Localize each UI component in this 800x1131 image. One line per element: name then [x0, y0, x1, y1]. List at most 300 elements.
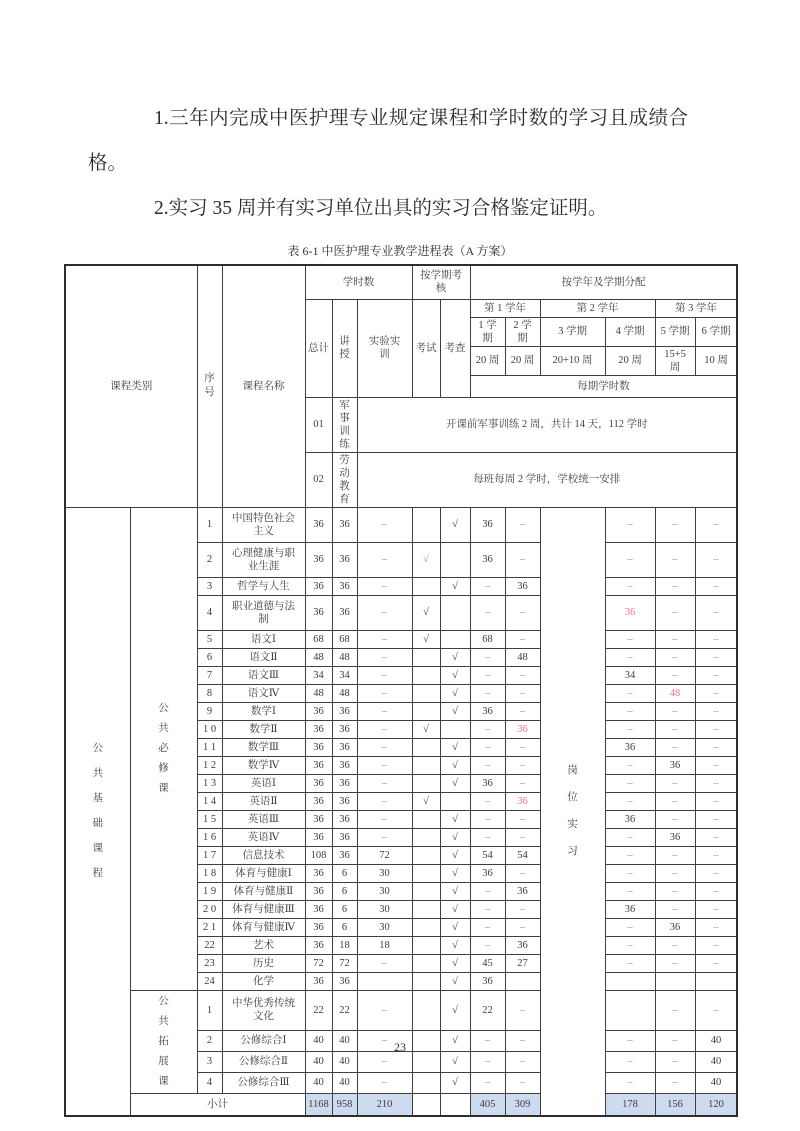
total-hours-cell: 36: [305, 864, 332, 882]
semester-hours-cell: –: [505, 630, 540, 648]
internship-cell: [540, 507, 605, 1116]
seq-cell: 1 2: [197, 756, 222, 774]
semester-hours-cell: –: [655, 1031, 695, 1052]
semester-hours-cell: –: [655, 720, 695, 738]
semester-hours-cell: –: [695, 774, 737, 792]
seq-cell: 1 9: [197, 882, 222, 900]
semester-hours-cell: –: [655, 900, 695, 918]
seq-cell: 01: [305, 397, 332, 452]
total-hours-cell: 36: [305, 792, 332, 810]
semester-hours-cell: [605, 972, 655, 990]
semester-hours-cell: –: [605, 792, 655, 810]
row-description: 开课前军事训练 2 周，共计 14 天，112 学时: [357, 397, 737, 452]
semester-hours-cell: –: [505, 990, 540, 1031]
course-name-cell: [222, 756, 305, 774]
semester-hours-cell: –: [655, 702, 695, 720]
semester-hours-cell: –: [655, 648, 695, 666]
check-mark-cell: √: [440, 846, 470, 864]
header-seq-label: 序号: [204, 373, 215, 399]
semester-hours-cell: 36: [470, 774, 505, 792]
semester-hours-cell: –: [655, 1051, 695, 1072]
header-weeks-5: [655, 346, 695, 375]
course-name-cell: [222, 792, 305, 810]
exam-mark-cell: [412, 990, 440, 1031]
lecture-hours-cell: 36: [332, 542, 357, 577]
semester-hours-cell: 40: [695, 1072, 737, 1093]
semester-hours-cell: –: [605, 648, 655, 666]
semester-hours-cell: –: [505, 684, 540, 702]
seq-cell: 2: [197, 1031, 222, 1052]
course-name-cell-label: 哲学与人生: [237, 580, 290, 592]
semester-hours-cell: –: [605, 954, 655, 972]
semester-hours-cell: –: [655, 630, 695, 648]
semester-hours-cell: –: [695, 648, 737, 666]
semester-hours-cell: –: [655, 846, 695, 864]
lecture-hours-cell: 36: [332, 828, 357, 846]
course-name-cell-label: 语文Ⅳ: [247, 687, 280, 699]
course-name-cell: 劳动教育: [332, 452, 357, 507]
exam-mark-cell: [412, 1072, 440, 1093]
semester-hours-cell: –: [470, 666, 505, 684]
lecture-hours-cell: 6: [332, 864, 357, 882]
semester-hours-cell: –: [655, 577, 695, 595]
semester-hours-cell: –: [655, 864, 695, 882]
semester-hours-cell: –: [470, 756, 505, 774]
course-name-cell: [222, 774, 305, 792]
total-hours-cell: 36: [305, 738, 332, 756]
semester-hours-cell: –: [695, 595, 737, 630]
course-name-cell: [222, 720, 305, 738]
exam-mark-cell: [412, 738, 440, 756]
practice-hours-cell: –: [357, 792, 412, 810]
check-mark-cell: √: [440, 666, 470, 684]
semester-hours-cell: –: [695, 630, 737, 648]
course-name-cell-label: 艺术: [253, 939, 274, 951]
semester-hours-cell: –: [695, 756, 737, 774]
semester-hours-cell: –: [605, 630, 655, 648]
seq-cell: 1 7: [197, 846, 222, 864]
seq-cell: 3: [197, 577, 222, 595]
course-name-cell: [222, 507, 305, 542]
exam-mark-cell: [412, 648, 440, 666]
semester-hours-cell: –: [655, 792, 695, 810]
total-hours-cell: 36: [305, 882, 332, 900]
course-name-cell-label: 英语Ⅲ: [247, 813, 280, 825]
semester-hours-cell: –: [655, 936, 695, 954]
lecture-hours-cell: 36: [332, 774, 357, 792]
semester-hours-cell: 54: [505, 846, 540, 864]
seq-cell: 22: [197, 936, 222, 954]
semester-hours-cell: 36: [470, 542, 505, 577]
practice-hours-cell: –: [357, 542, 412, 577]
practice-hours-cell: –: [357, 738, 412, 756]
semester-hours-cell: 36: [470, 507, 505, 542]
seq-cell: 2: [197, 542, 222, 577]
exam-mark-cell: √: [412, 720, 440, 738]
course-name-cell-label: 数学Ⅳ: [247, 759, 280, 771]
practice-hours-cell: –: [357, 630, 412, 648]
semester-hours-cell: 36: [470, 702, 505, 720]
check-mark-cell: √: [440, 864, 470, 882]
course-name-cell-label: 中国特色社会主义: [232, 512, 295, 537]
header-seq: [197, 265, 222, 507]
practice-hours-cell: –: [357, 774, 412, 792]
total-hours-cell: 36: [305, 936, 332, 954]
check-mark-cell: √: [440, 1031, 470, 1052]
subtotal-semester-cell: 156: [655, 1093, 695, 1116]
total-hours-cell: 68: [305, 630, 332, 648]
practice-hours-cell: –: [357, 756, 412, 774]
seq-cell: 6: [197, 648, 222, 666]
header-weeks-4: 20 周: [605, 346, 655, 375]
exam-mark-cell: √: [412, 542, 440, 577]
semester-hours-cell: –: [505, 756, 540, 774]
practice-hours-cell: –: [357, 1051, 412, 1072]
total-hours-cell: 48: [305, 648, 332, 666]
semester-hours-cell: –: [605, 846, 655, 864]
exam-mark-cell: [412, 684, 440, 702]
course-name-cell-label: 语文Ⅰ: [250, 633, 277, 645]
check-mark-cell: √: [440, 918, 470, 936]
semester-hours-cell: –: [605, 828, 655, 846]
header-weeks-1: 20 周: [470, 346, 505, 375]
semester-hours-cell: [605, 990, 655, 1031]
header-weeks-2: 20 周: [505, 346, 540, 375]
lecture-hours-cell: 6: [332, 918, 357, 936]
page-number: 23: [394, 1040, 406, 1054]
semester-hours-cell: –: [695, 810, 737, 828]
semester-hours-cell: –: [470, 792, 505, 810]
header-year-2: 第 2 学年: [540, 299, 655, 317]
exam-mark-cell: √: [412, 792, 440, 810]
total-hours-cell: 36: [305, 595, 332, 630]
weeks-5-label: 15+5 周: [664, 348, 686, 373]
check-mark-cell: √: [440, 828, 470, 846]
practice-hours-cell: 18: [357, 936, 412, 954]
seq-cell: 2 0: [197, 900, 222, 918]
course-name-cell-label: 数学Ⅰ: [250, 705, 277, 717]
lecture-hours-cell: 6: [332, 882, 357, 900]
header-practice-label: 实验实训: [368, 336, 401, 360]
total-hours-cell: 36: [305, 507, 332, 542]
course-name-cell-label: 数学Ⅲ: [247, 741, 280, 753]
category-public-basic-cell: [65, 507, 130, 1116]
semester-hours-cell: –: [470, 900, 505, 918]
paragraph-2: 2.实习 35 周并有实习单位出具的实习合格鉴定证明。: [154, 198, 608, 219]
seq-cell: 7: [197, 666, 222, 684]
total-hours-cell: 48: [305, 684, 332, 702]
semester-hours-cell: –: [605, 577, 655, 595]
semester-hours-cell: –: [605, 756, 655, 774]
subtotal-semester-cell: 178: [605, 1093, 655, 1116]
course-name-cell-label: 公修综合Ⅱ: [238, 1056, 289, 1068]
subtotal-row: [65, 1093, 737, 1116]
semester-hours-cell: 36: [505, 792, 540, 810]
semester-hours-cell: –: [470, 882, 505, 900]
semester-hours-cell: –: [505, 542, 540, 577]
header-weeks-6: 10 周: [695, 346, 737, 375]
semester-hours-cell: –: [605, 1051, 655, 1072]
semester-2-label: 2 学期: [513, 319, 532, 344]
course-name-cell-label: 信息技术: [242, 849, 285, 861]
semester-hours-cell: 34: [605, 666, 655, 684]
subcategory-public-expansion-cell-label: 公共拓展课: [158, 995, 169, 1087]
seq-cell: 5: [197, 630, 222, 648]
semester-hours-cell: –: [605, 882, 655, 900]
total-hours-cell: 36: [305, 828, 332, 846]
semester-hours-cell: –: [605, 1031, 655, 1052]
practice-hours-cell: [357, 972, 412, 990]
seq-cell: 1 3: [197, 774, 222, 792]
table-caption: 表 6-1 中医护理专业教学进程表（A 方案）: [287, 244, 513, 258]
subtotal-exam-cell: [412, 1093, 440, 1116]
semester-hours-cell: –: [655, 595, 695, 630]
course-name-cell-label: 英语Ⅱ: [249, 795, 278, 807]
course-name-cell-label: 体育与健康Ⅱ: [233, 885, 294, 897]
semester-hours-cell: –: [695, 738, 737, 756]
header-exam: 考试: [412, 299, 440, 397]
seq-cell: 1: [197, 990, 222, 1031]
practice-hours-cell: –: [357, 1031, 412, 1052]
check-mark-cell: √: [440, 1072, 470, 1093]
lecture-hours-cell: 36: [332, 577, 357, 595]
internship-cell-label: 岗位实习: [567, 765, 578, 858]
semester-hours-cell: 36: [655, 918, 695, 936]
header-course-category: 课程类别: [65, 265, 197, 507]
exam-mark-cell: [412, 828, 440, 846]
subtotal-semester-cell: 309: [505, 1093, 540, 1116]
practice-hours-cell: –: [357, 666, 412, 684]
course-name-cell-label: 化学: [253, 975, 274, 987]
lecture-hours-cell: 22: [332, 990, 357, 1031]
semester-hours-cell: –: [505, 918, 540, 936]
subtotal-check-cell: [440, 1093, 470, 1116]
semester-hours-cell: –: [695, 990, 737, 1031]
practice-hours-cell: 30: [357, 918, 412, 936]
course-name-cell-label: 体育与健康Ⅲ: [232, 903, 295, 915]
body-text: [88, 96, 688, 231]
semester-hours-cell: –: [505, 864, 540, 882]
semester-hours-cell: –: [505, 810, 540, 828]
practice-hours-cell: –: [357, 810, 412, 828]
total-hours-cell: 40: [305, 1051, 332, 1072]
semester-hours-cell: –: [505, 738, 540, 756]
lecture-hours-cell: 36: [332, 702, 357, 720]
course-name-cell-label: 英语Ⅳ: [247, 831, 280, 843]
course-name-cell: [222, 577, 305, 595]
semester-hours-cell: –: [695, 918, 737, 936]
course-name-cell-label: 语文Ⅱ: [249, 651, 278, 663]
semester-hours-cell: 68: [470, 630, 505, 648]
semester-hours-cell: –: [695, 864, 737, 882]
semester-hours-cell: 54: [470, 846, 505, 864]
semester-hours-cell: –: [655, 810, 695, 828]
semester-hours-cell: –: [605, 702, 655, 720]
check-mark-cell: √: [440, 507, 470, 542]
course-name-cell: [222, 684, 305, 702]
header-assessment: [412, 265, 470, 299]
semester-hours-cell: [505, 972, 540, 990]
exam-mark-cell: [412, 864, 440, 882]
header-hours: 学时数: [305, 265, 412, 299]
course-name-cell-label: 职业道德与法制: [232, 600, 295, 625]
semester-hours-cell: 36: [470, 972, 505, 990]
lecture-hours-cell: 18: [332, 936, 357, 954]
seq-cell: 24: [197, 972, 222, 990]
semester-hours-cell: –: [470, 720, 505, 738]
practice-hours-cell: –: [357, 577, 412, 595]
semester-hours-cell: 36: [505, 936, 540, 954]
total-hours-cell: 36: [305, 542, 332, 577]
lecture-hours-cell: 36: [332, 972, 357, 990]
semester-hours-cell: –: [695, 846, 737, 864]
semester-hours-cell: 36: [470, 864, 505, 882]
semester-hours-cell: 36: [605, 900, 655, 918]
semester-hours-cell: –: [505, 1072, 540, 1093]
total-hours-cell: 36: [305, 720, 332, 738]
semester-hours-cell: –: [470, 828, 505, 846]
semester-hours-cell: 36: [655, 756, 695, 774]
course-name-cell-label: 语文Ⅲ: [247, 669, 280, 681]
check-mark-cell: √: [440, 900, 470, 918]
semester-hours-cell: 27: [505, 954, 540, 972]
check-mark-cell: √: [440, 738, 470, 756]
total-hours-cell: 40: [305, 1072, 332, 1093]
semester-hours-cell: –: [695, 720, 737, 738]
semester-hours-cell: –: [695, 792, 737, 810]
semester-hours-cell: 36: [605, 595, 655, 630]
semester-hours-cell: –: [470, 918, 505, 936]
semester-hours-cell: –: [470, 1072, 505, 1093]
semester-hours-cell: –: [605, 864, 655, 882]
semester-hours-cell: –: [605, 720, 655, 738]
semester-hours-cell: –: [505, 828, 540, 846]
total-hours-cell: 36: [305, 972, 332, 990]
total-hours-cell: 36: [305, 577, 332, 595]
check-mark-cell: [440, 720, 470, 738]
header-semester-3: 3 学期: [540, 317, 605, 346]
seq-cell: 1: [197, 507, 222, 542]
practice-hours-cell: 72: [357, 846, 412, 864]
header-semester-2: [505, 317, 540, 346]
semester-hours-cell: 36: [655, 828, 695, 846]
lecture-hours-cell: 36: [332, 738, 357, 756]
lecture-hours-cell: 34: [332, 666, 357, 684]
header-practice: [357, 299, 412, 397]
semester-hours-cell: –: [470, 577, 505, 595]
semester-hours-cell: –: [470, 648, 505, 666]
course-name-cell: [222, 702, 305, 720]
lecture-hours-cell: 40: [332, 1072, 357, 1093]
subtotal-practice-cell: 210: [357, 1093, 412, 1116]
check-mark-cell: [440, 792, 470, 810]
seq-cell: 4: [197, 1072, 222, 1093]
check-mark-cell: √: [440, 756, 470, 774]
course-name-cell: [222, 972, 305, 990]
seq-cell: 1 5: [197, 810, 222, 828]
semester-hours-cell: –: [505, 774, 540, 792]
practice-hours-cell: –: [357, 990, 412, 1031]
course-name-cell: [222, 1072, 305, 1093]
semester-hours-cell: 36: [505, 577, 540, 595]
semester-hours-cell: –: [505, 507, 540, 542]
total-hours-cell: 108: [305, 846, 332, 864]
lecture-hours-cell: 40: [332, 1051, 357, 1072]
lecture-hours-cell: 36: [332, 720, 357, 738]
check-mark-cell: √: [440, 936, 470, 954]
practice-hours-cell: –: [357, 507, 412, 542]
lecture-hours-cell: 36: [332, 846, 357, 864]
course-name-cell: [222, 936, 305, 954]
header-hours-per-term: 每期学时数: [470, 375, 737, 397]
seq-cell: 1 0: [197, 720, 222, 738]
check-mark-cell: √: [440, 577, 470, 595]
semester-hours-cell: –: [470, 595, 505, 630]
course-name-cell: 军事训练: [332, 397, 357, 452]
course-name-cell-label: 公修综合Ⅰ: [240, 1035, 287, 1047]
table-body: [65, 265, 737, 1116]
total-hours-cell: 22: [305, 990, 332, 1031]
seq-cell: 1 6: [197, 828, 222, 846]
seq-cell: 02: [305, 452, 332, 507]
semester-hours-cell: 45: [470, 954, 505, 972]
semester-hours-cell: –: [655, 1072, 695, 1093]
practice-hours-cell: 30: [357, 900, 412, 918]
semester-hours-cell: –: [605, 507, 655, 542]
course-name-cell-label: 英语Ⅰ: [250, 777, 277, 789]
semester-hours-cell: –: [655, 882, 695, 900]
semester-hours-cell: –: [695, 577, 737, 595]
header-distribution: 按学年及学期分配: [470, 265, 737, 299]
header-semester-5: 5 学期: [655, 317, 695, 346]
check-mark-cell: √: [440, 648, 470, 666]
lecture-hours-cell: 72: [332, 954, 357, 972]
course-name-cell-label: 体育与健康Ⅰ: [235, 867, 292, 879]
practice-hours-cell: –: [357, 1072, 412, 1093]
seq-cell: 8: [197, 684, 222, 702]
semester-hours-cell: 48: [505, 648, 540, 666]
semester-hours-cell: –: [505, 1051, 540, 1072]
semester-hours-cell: –: [695, 900, 737, 918]
check-mark-cell: [440, 630, 470, 648]
course-name-cell: [222, 882, 305, 900]
lecture-hours-cell: 68: [332, 630, 357, 648]
header-year-1: 第 1 学年: [470, 299, 540, 317]
header-assessment-label: 按学期考核: [420, 270, 463, 295]
seq-cell: 23: [197, 954, 222, 972]
semester-hours-cell: –: [470, 810, 505, 828]
semester-hours-cell: –: [605, 542, 655, 577]
header-weeks-3: 20+10 周: [540, 346, 605, 375]
course-name-cell: [222, 864, 305, 882]
semester-hours-cell: –: [695, 507, 737, 542]
course-name-cell: [222, 900, 305, 918]
exam-mark-cell: [412, 577, 440, 595]
lecture-hours-cell: 36: [332, 810, 357, 828]
header-course-name: 课程名称: [222, 265, 305, 507]
semester-hours-cell: –: [470, 738, 505, 756]
category-public-basic-cell-label: 公共基础课程: [92, 743, 103, 880]
course-name-cell-label: 心理健康与职业生涯: [232, 547, 295, 572]
check-mark-cell: √: [440, 684, 470, 702]
check-mark-cell: [440, 542, 470, 577]
seq-cell: 2 1: [197, 918, 222, 936]
course-name-cell-label: 公修综合Ⅲ: [237, 1077, 290, 1089]
semester-hours-cell: –: [655, 954, 695, 972]
header-semester-1: [470, 317, 505, 346]
exam-mark-cell: [412, 507, 440, 542]
semester-hours-cell: –: [695, 542, 737, 577]
